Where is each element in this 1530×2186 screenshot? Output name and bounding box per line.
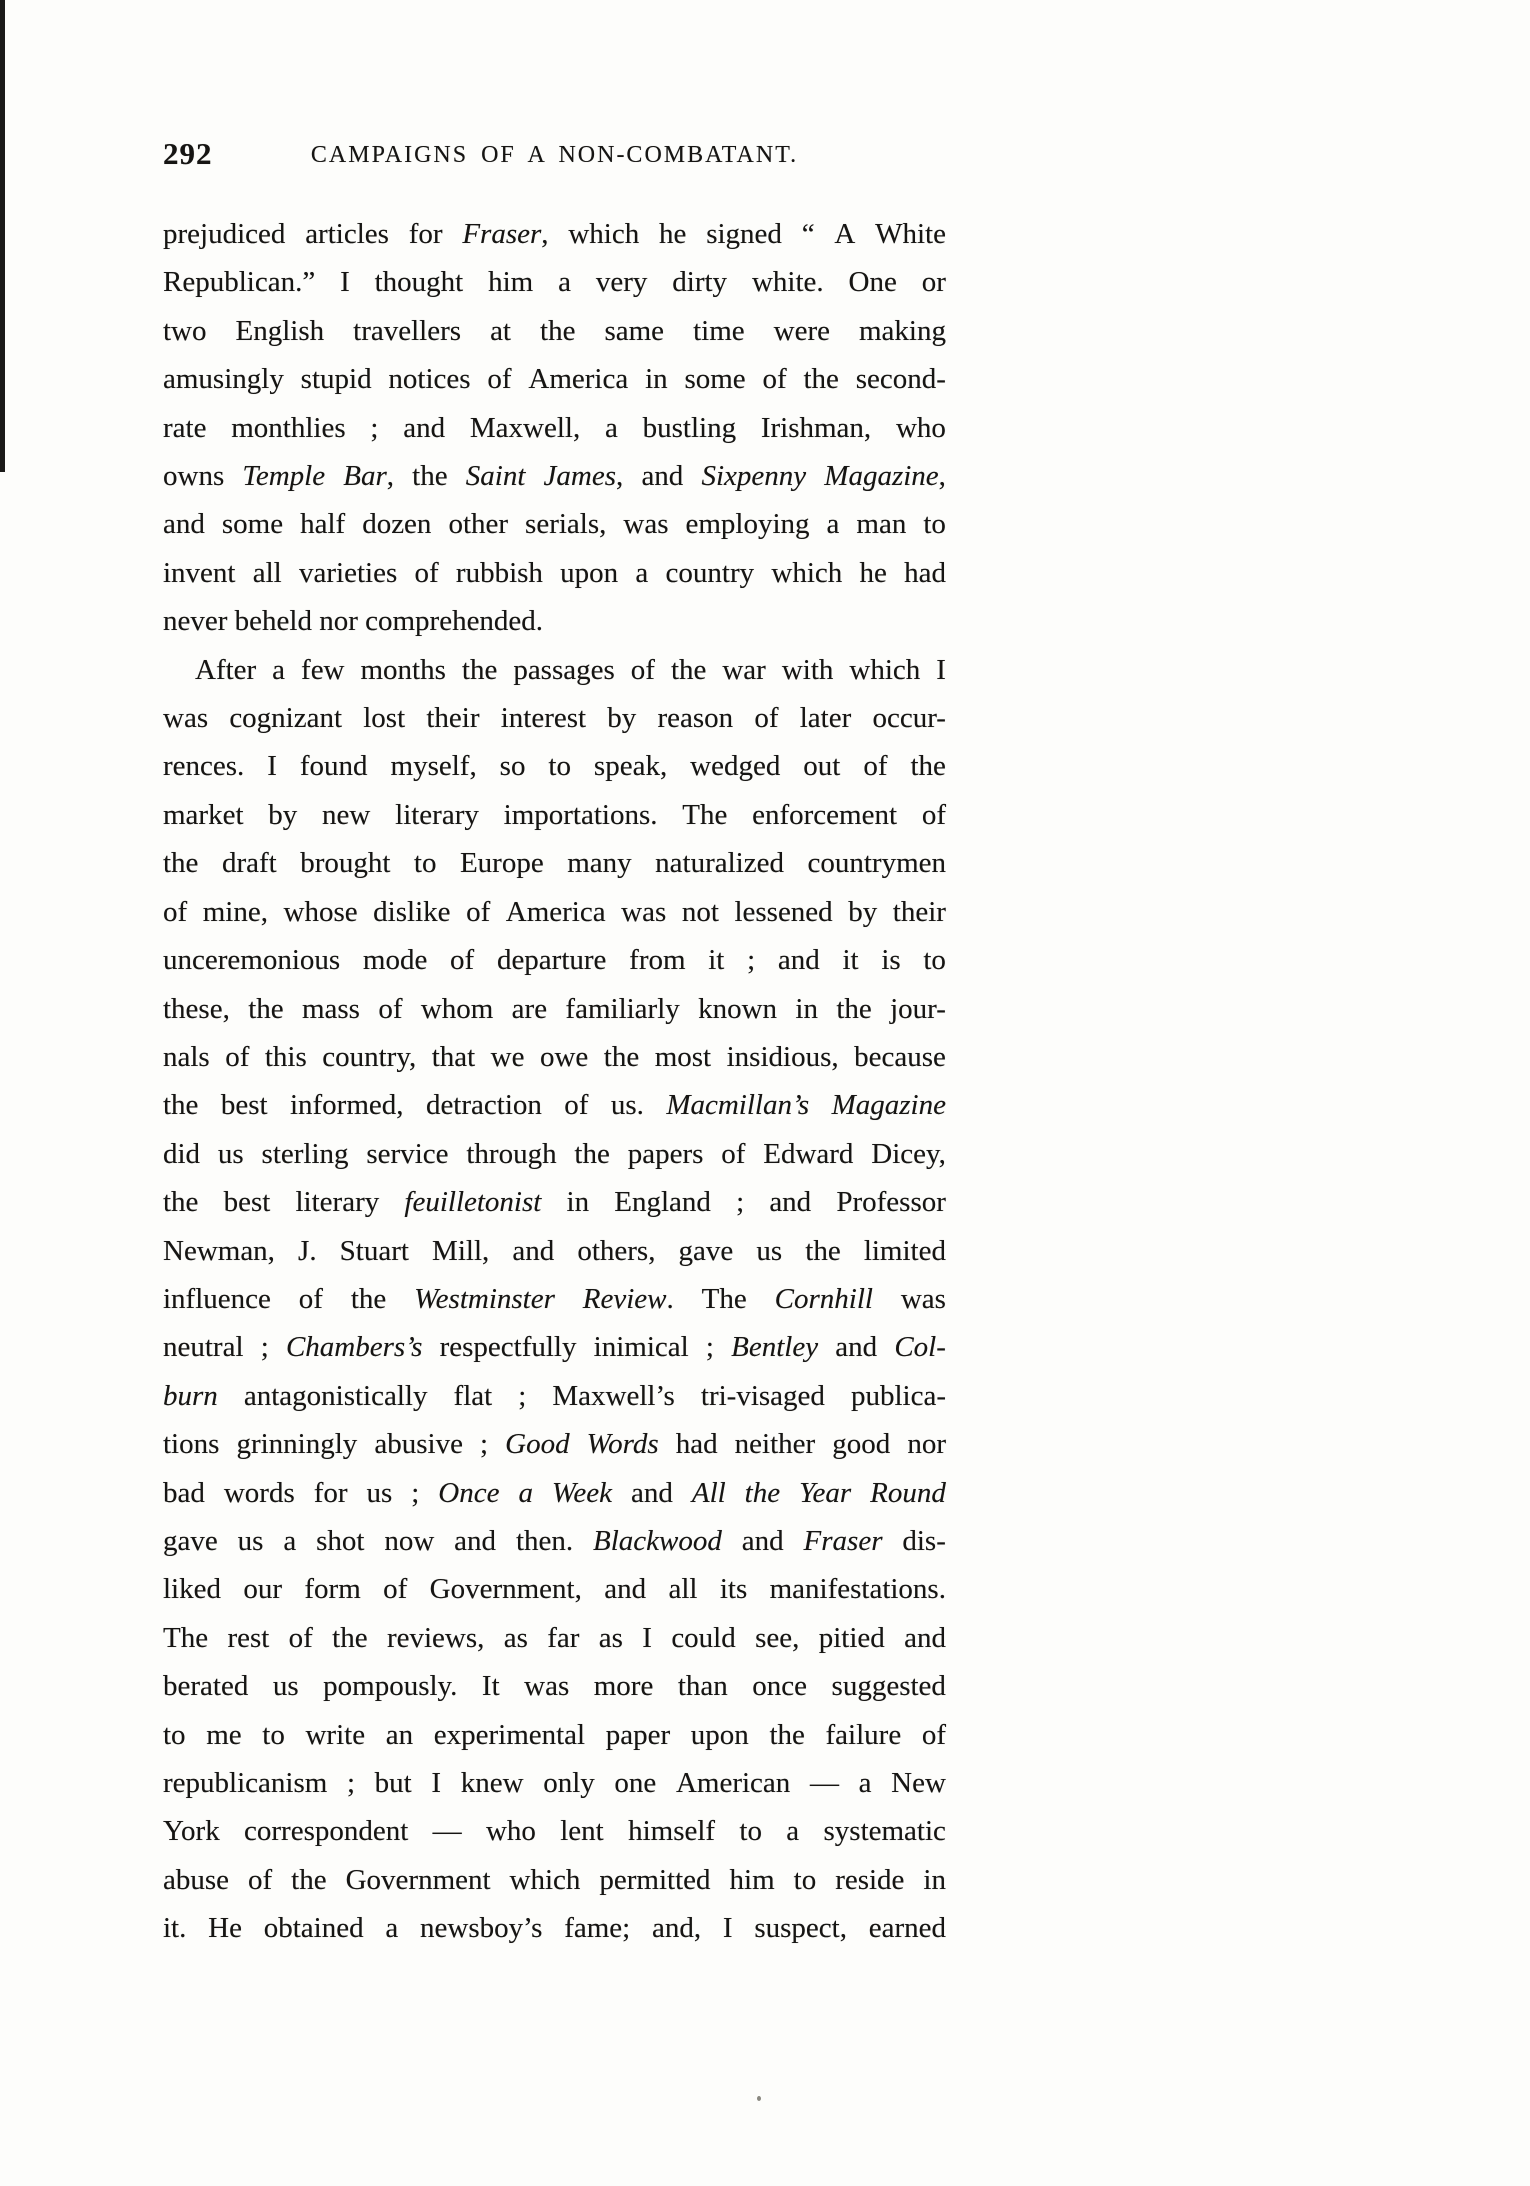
text-line: never beheld nor comprehended. [163,605,544,638]
text-line: the draft brought to Europe many naturalized countrymen [163,847,946,880]
text-line: York correspondent — who lent himself to a systematic [163,1815,946,1848]
text-line: of mine, whose dislike of America was not lessened by their [163,895,946,928]
text-line: invent all varieties of rubbish upon a country which he had [163,556,946,589]
text-line: rate monthlies ; and Maxwell, a bustling Irishman, who [163,411,946,444]
text-line: was cognizant lost their interest by reason of later occur- [163,702,946,735]
text-line: influence of the Westminster Review. The Cornhill was [163,1282,946,1315]
page-number: 292 [163,136,213,171]
text-line: The rest of the reviews, as far as I could see, pitied and [163,1621,946,1654]
text-line: burn antagonistically flat ; Maxwell’s tri-visaged publica- [163,1379,946,1412]
text-line: two English travellers at the same time were making [163,314,946,347]
text-line: the best literary feuilletonist in England ; and Professor [163,1186,946,1219]
text-line: market by new literary importations. The enforcement of [163,798,946,831]
text-line: unceremonious mode of departure from it ; and it is to [163,944,946,977]
running-head: CAMPAIGNS OF A NON-COMBATANT. [310,142,799,168]
text-line: to me to write an experimental paper upon the failure of [163,1718,946,1751]
text-line: After a few months the passages of the war with which I [195,653,946,686]
text-line: did us sterling service through the papers of Edward Dicey, [163,1137,946,1170]
page-text [163,210,946,1953]
text-line: the best informed, detraction of us. Macmillan’s Magazine [163,1089,946,1122]
text-line: amusingly stupid notices of America in some of the second- [163,363,946,396]
scan-speck [757,2096,761,2101]
text-line: gave us a shot now and then. Blackwood and Fraser dis- [163,1524,946,1557]
text-line: tions grinningly abusive ; Good Words had neither good nor [163,1428,946,1461]
text-line: owns Temple Bar, the Saint James, and Sixpenny Magazine, [163,460,946,493]
text-line: and some half dozen other serials, was employing a man to [163,508,946,541]
text-line: rences. I found myself, so to speak, wedged out of the [163,750,946,783]
text-line: neutral ; Chambers’s respectfully inimical ; Bentley and Col- [163,1331,946,1364]
text-line: berated us pompously. It was more than once suggested [163,1670,946,1703]
text-line: liked our form of Government, and all its manifestations. [163,1573,946,1606]
text-line: Republican.” I thought him a very dirty white. One or [163,266,946,299]
text-line: Newman, J. Stuart Mill, and others, gave us the limited [163,1234,946,1267]
text-line: abuse of the Government which permitted him to reside in [163,1863,946,1896]
text-line: these, the mass of whom are familiarly known in the jour- [163,992,946,1025]
text-line: bad words for us ; Once a Week and All the Year Round [163,1476,946,1509]
text-line: republicanism ; but I knew only one American — a New [163,1767,946,1799]
text-line: nals of this country, that we owe the most insidious, because [163,1040,946,1073]
text-line: it. He obtained a newsboy’s fame; and, I suspect, earned [163,1912,946,1945]
text-line: prejudiced articles for Fraser, which he signed “ A White [163,218,946,250]
scan-edge-artifact [0,0,5,472]
page-header [163,136,946,176]
